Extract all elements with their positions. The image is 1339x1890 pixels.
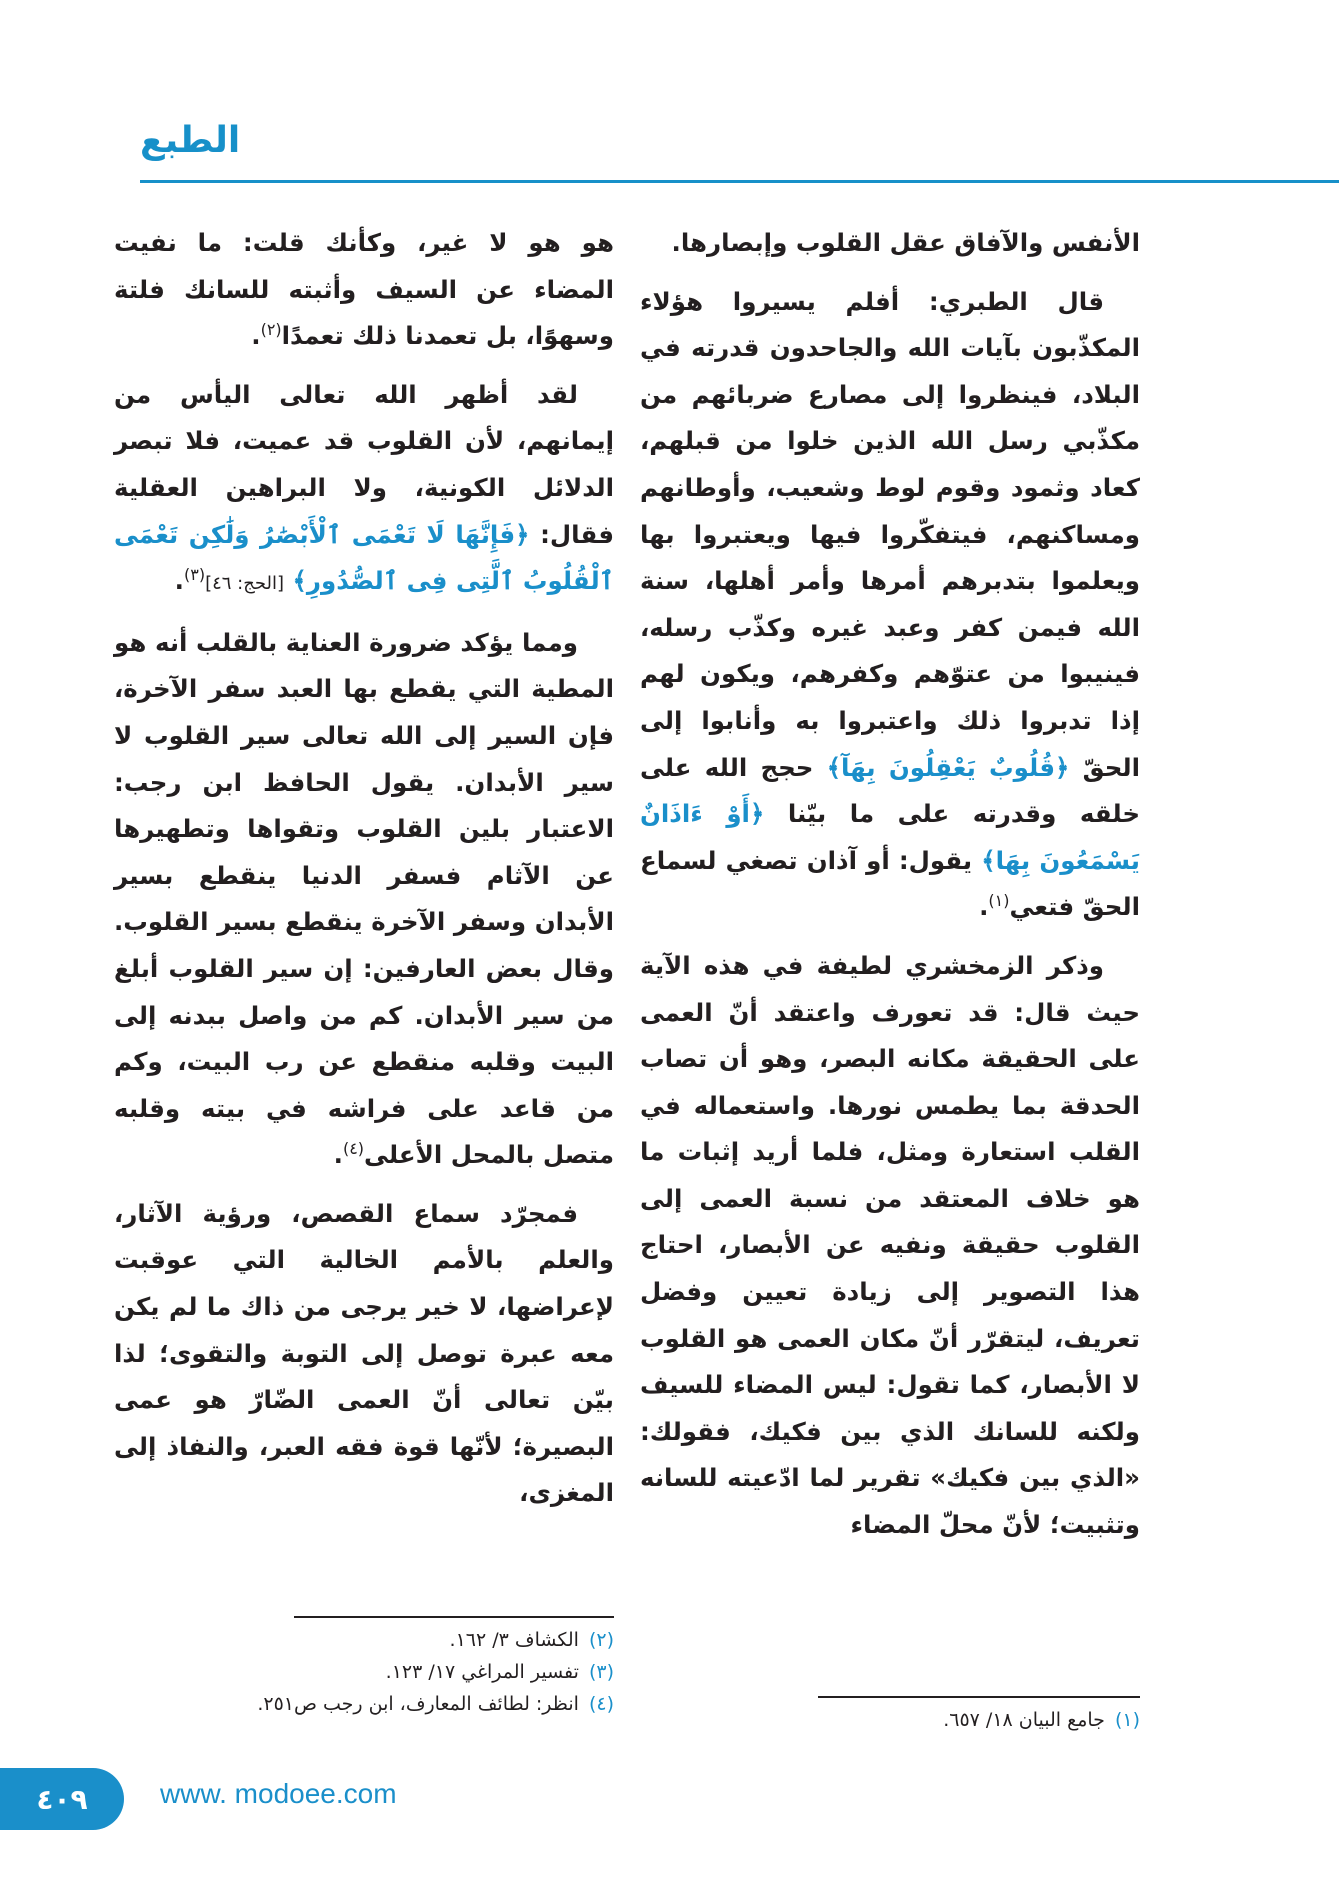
paragraph: ومما يؤكد ضرورة العناية بالقلب أنه هو المطية التي يقطع بها العبد سفر الآخرة، فإن السير إلى الله تعالى سير القلوب لا سير الأبدان. يقول الحافظ ابن رجب: الاعتبار بلين القلوب وتقواها وتطهيرها عن الآثام فسفر الدنيا ينقطع بسير الأبدان وسفر الآخرة ينقطع بسير القلوب. وقال بعض العارفين: إن سير القلوب أبلغ من سير الأبدان. كم من واصل ببدنه إلى البيت وقلبه منقطع عن رب البيت، وكم من قاعد على فراشه في بيته وقلبه متصل بالمحل الأعلى$^{(٤)}$.: [114, 627, 614, 1170]
footnote-text: جامع البيان ١٨/ ٦٥٧.: [943, 1709, 1105, 1731]
paragraph: لقد أظهر الله تعالى اليأس من إيمانهم، لأن القلوب قد عميت، فلا تبصر الدلائل الكونية، ولا البراهين العقلية فقال: ﴿فَإِنَّهَا لَا تَعْمَى ٱلْأَبْصَٰرُ وَلَٰكِن تَعْمَى ٱلْقُلُوبُ ٱلَّتِى فِى ٱلصُّدُورِ﴾ [الحج: ٤٦]$^{(٣)}$.: [114, 379, 614, 596]
paragraph-text: هو هو لا غير، وكأنك قلت: ما نفيت المضاء عن السيف وأثبته للسانك فلتة وسهوًا، بل تعمدنا ذلك تعمدًا: [114, 228, 614, 351]
footnotes-left: [114, 1624, 614, 1720]
page-number: ٤٠٩: [36, 1782, 88, 1816]
footnote-marker: (١): [988, 891, 1010, 911]
paragraph-text: قال الطبري: أفلم يسيروا هؤلاء المكذّبون بآيات الله والجاحدون قدرته في البلاد، فينظروا إلى مصارع ضربائهم من مكذّبي رسل الله الذين خلوا من قبلهم، كعاد وثمود وقوم لوط وشعيب، وأوطانهم ومساكنهم، فيتفكّروا فيها ويعتبروا بها ويعلموا بتدبرهم أمرها وأمر أهلها، سنة الله فيمن كفر وعبد غيره وكذّب رسله، فينيبوا من عتوّهم وكفرهم، ويكون لهم إذا تدبروا ذلك واعتبروا به وأنابوا إلى الحقّ: [640, 286, 1141, 782]
paragraph-text: ومما يؤكد ضرورة العناية بالقلب أنه هو المطية التي يقطع بها العبد سفر الآخرة، فإن السير إلى الله تعالى سير القلوب لا سير الأبدان. يقول الحافظ ابن رجب: الاعتبار بلين القلوب وتقواها وتطهيرها عن الآثام فسفر الدنيا ينقطع بسير الأبدان وسفر الآخرة ينقطع بسير القلوب. وقال بعض العارفين: إن سير القلوب أبلغ من سير الأبدان. كم من واصل ببدنه إلى البيت وقلبه منقطع عن رب البيت، وكم من قاعد على فراشه في بيته وقلبه متصل بالمحل الأعلى: [114, 627, 614, 1170]
footnote-number: (١): [1114, 1709, 1140, 1731]
paragraph-text: لقد أظهر الله تعالى اليأس من إيمانهم، لأن القلوب قد عميت، فلا تبصر الدلائل الكونية، ولا البراهين العقلية فقال:: [114, 379, 614, 549]
paragraph: الأنفس والآفاق عقل القلوب وإبصارها.: [671, 228, 1140, 257]
paragraph: فمجرّد سماع القصص، ورؤية الآثار، والعلم بالأمم الخالية التي عوقبت لإعراضها، لا خير يرجى من ذاك ما لم يكن معه عبرة توصل إلى التوبة والتقوى؛ لذا بيّن تعالى أنّ العمى الضّارّ هو عمى البصيرة؛ لأنّها قوة فقه العبر، والنفاذ إلى المغزى،: [114, 1198, 614, 1508]
footnote-number: (٤): [588, 1693, 614, 1715]
quran-verse: ﴿فَإِنَّهَا لَا تَعْمَى ٱلْأَبْصَٰرُ وَلَٰكِن تَعْمَى ٱلْقُلُوبُ ٱلَّتِى فِى ٱلصُّدُورِ﴾: [114, 519, 614, 596]
paragraph: هو هو لا غير، وكأنك قلت: ما نفيت المضاء عن السيف وأثبته للسانك فلتة وسهوًا، بل تعمدنا ذلك تعمدًا$^{(٢)}$.: [114, 228, 614, 351]
paragraph: قال الطبري: أفلم يسيروا هؤلاء المكذّبون بآيات الله والجاحدون قدرته في البلاد، فينظروا إلى مصارع ضربائهم من مكذّبي رسل الله الذين خلوا من قبلهم، كعاد وثمود وقوم لوط وشعيب، وأوطانهم ومساكنهم، فيتفكّروا فيها ويعتبروا بها ويعلموا بتدبرهم أمرها وأمر أهلها، سنة الله فيمن كفر وعبد غيره وكذّب رسله، فينيبوا من عتوّهم وكفرهم، ويكون لهم إذا تدبروا ذلك واعتبروا به وأنابوا إلى الحقّ ﴿قُلُوبٌ يَعْقِلُونَ بِهَآ﴾ حجج الله على خلقه وقدرته على ما بيّنا ﴿أَوْ ءَاذَانٌ يَسْمَعُونَ بِهَا﴾ يقول: أو آذان تصغي لسماع الحقّ فتعي$^{(١)}$.: [640, 286, 1141, 922]
paragraph-text: يقول: أو آذان تصغي لسماع الحقّ فتعي: [640, 845, 1140, 922]
paragraph: وذكر الزمخشري لطيفة في هذه الآية حيث قال: قد تعورف واعتقد أنّ العمى على الحقيقة مكانه البصر، وهو أن تصاب الحدقة بما يطمس نورها. واستعماله في القلب استعارة ومثل، فلما أريد إثبات ما هو خلاف المعتقد من نسبة العمى إلى القلوب حقيقة ونفيه عن الأبصار، احتاج هذا التصوير إلى زيادة تعيين وفضل تعريف، ليتقرّر أنّ مكان العمى هو القلوب لا الأبصار، كما تقول: ليس المضاء للسيف ولكنه للسانك الذي بين فكيك، فقولك: «الذي بين فكيك» تقرير لما ادّعيته للسانه وتثبيت؛ لأنّ محلّ المضاء: [640, 950, 1140, 1540]
footnote-divider: [294, 1616, 614, 1618]
page-number-badge: [0, 1768, 124, 1830]
header-divider: [140, 180, 1339, 183]
quran-verse: ﴿أَوْ ءَاذَانٌ يَسْمَعُونَ بِهَا﴾: [640, 799, 1140, 875]
footnote: [114, 1688, 614, 1720]
footnote-text: تفسير المراغي ١٧/ ١٢٣.: [385, 1661, 579, 1683]
footnote-marker: (٣): [183, 565, 206, 584]
paragraph-text: حجج الله على خلقه وقدرته على ما بيّنا: [640, 752, 1140, 829]
footnote-number: (٣): [588, 1661, 614, 1683]
verse-reference: [الحج: ٤٦]: [205, 573, 284, 595]
footnote-divider: [818, 1696, 1140, 1698]
footnote: [114, 1624, 614, 1656]
footnote-marker: (٢): [260, 320, 282, 340]
footnote: [114, 1656, 614, 1688]
footnote-text: الكشاف ٣/ ١٦٢.: [449, 1629, 579, 1651]
right-column: [640, 220, 1140, 1561]
website-link[interactable]: www. modoee.com: [160, 1778, 397, 1809]
footnote-number: (٢): [588, 1629, 614, 1651]
left-column: [114, 220, 614, 1529]
quran-verse: ﴿قُلُوبٌ يَعْقِلُونَ بِهَآ﴾: [826, 752, 1070, 782]
footnote-text: انظر: لطائف المعارف، ابن رجب ص٢٥١.: [257, 1693, 579, 1715]
footnotes-right: [640, 1704, 1140, 1736]
chapter-title: الطبع: [140, 120, 241, 161]
footnote-marker: (٤): [342, 1139, 365, 1159]
footnote: [640, 1704, 1140, 1736]
